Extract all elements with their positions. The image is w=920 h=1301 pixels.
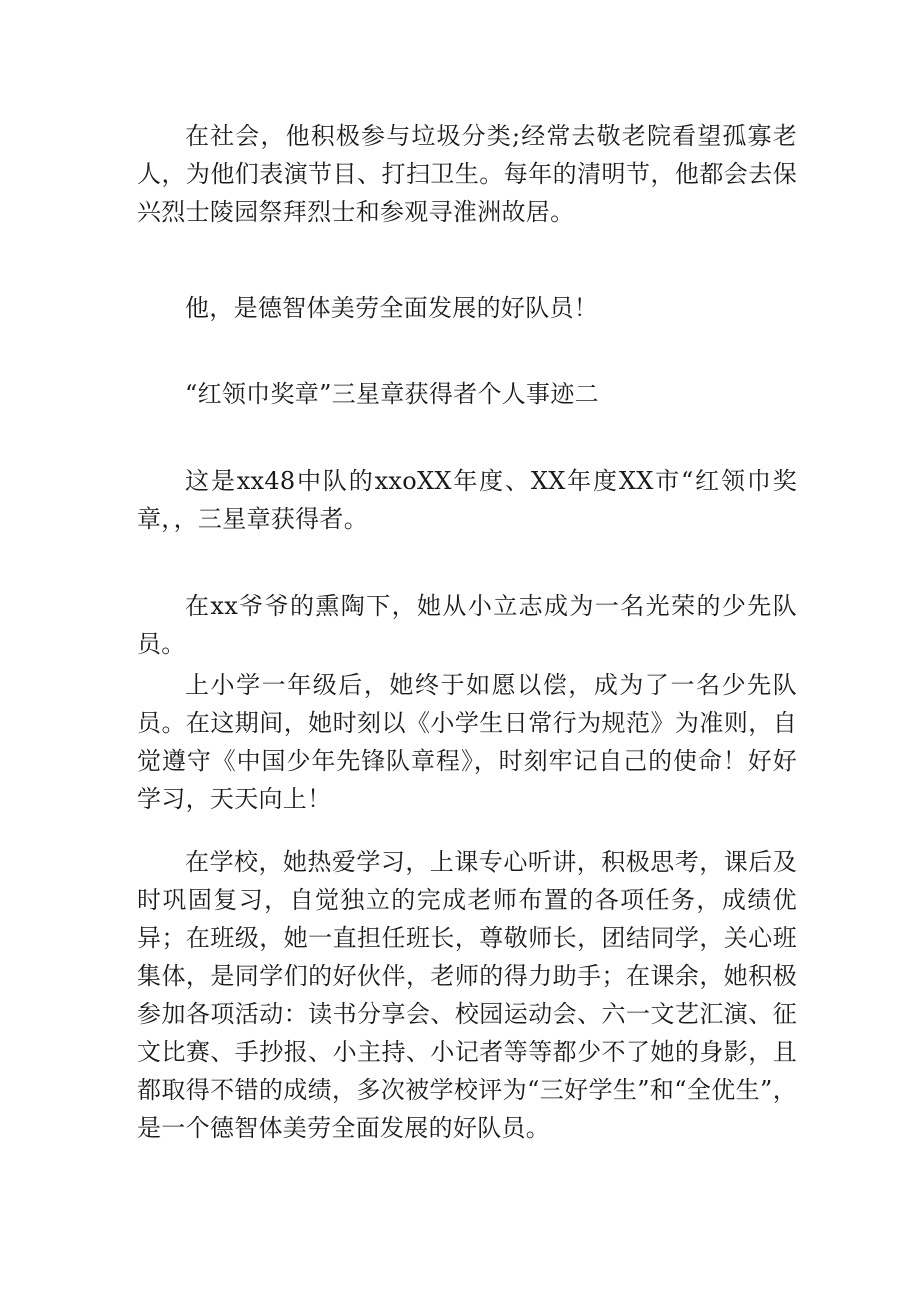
paragraph-influence: 在xx爷爷的熏陶下，她从小立志成为一名光荣的少先队员。 [137,592,797,658]
section-heading: “红领巾奖章”三星章获得者个人事迹二 [185,380,599,408]
paragraph-good-member: 他，是德智体美劳全面发展的好队员！ [185,294,599,322]
paragraph-intro: 这是xx48中队的xxoXX年度、XX年度XX市“红领巾奖章，，三星章获得者。 [137,467,797,533]
paragraph-first-grade: 上小学一年级后，她终于如愿以偿，成为了一名少先队员。在这期间，她时刻以《小学生日常行为规范》为准则，自觉遵守《中国少年先锋队章程》，时刻牢记自己的使命！好好学习，天天向上！ [137,671,797,813]
paragraph-society: 在社会，他积极参与垃圾分类;经常去敬老院看望孤寡老人，为他们表演节目、打扫卫生。每年的清明节，他都会去保兴烈士陵园祭拜烈士和参观寻淮洲故居。 [137,122,797,226]
paragraph-school: 在学校，她热爱学习，上课专心听讲，积极思考，课后及时巩固复习，自觉独立的完成老师布置的各项任务，成绩优异；在班级，她一直担任班长，尊敬师长，团结同学，关心班集体，是同学们的好伙伴，老师的得力助手；在课余，她积极参加各项活动：读书分享会、校园运动会、六一文艺汇演、征文比赛、手抄报、小主持、小记者等等都少不了她的身影，且都取得不错的成绩，多次被学校评为“三好学生”和“全优生”，是一个德智体美劳全面发展的好队员。 [137,848,797,1142]
